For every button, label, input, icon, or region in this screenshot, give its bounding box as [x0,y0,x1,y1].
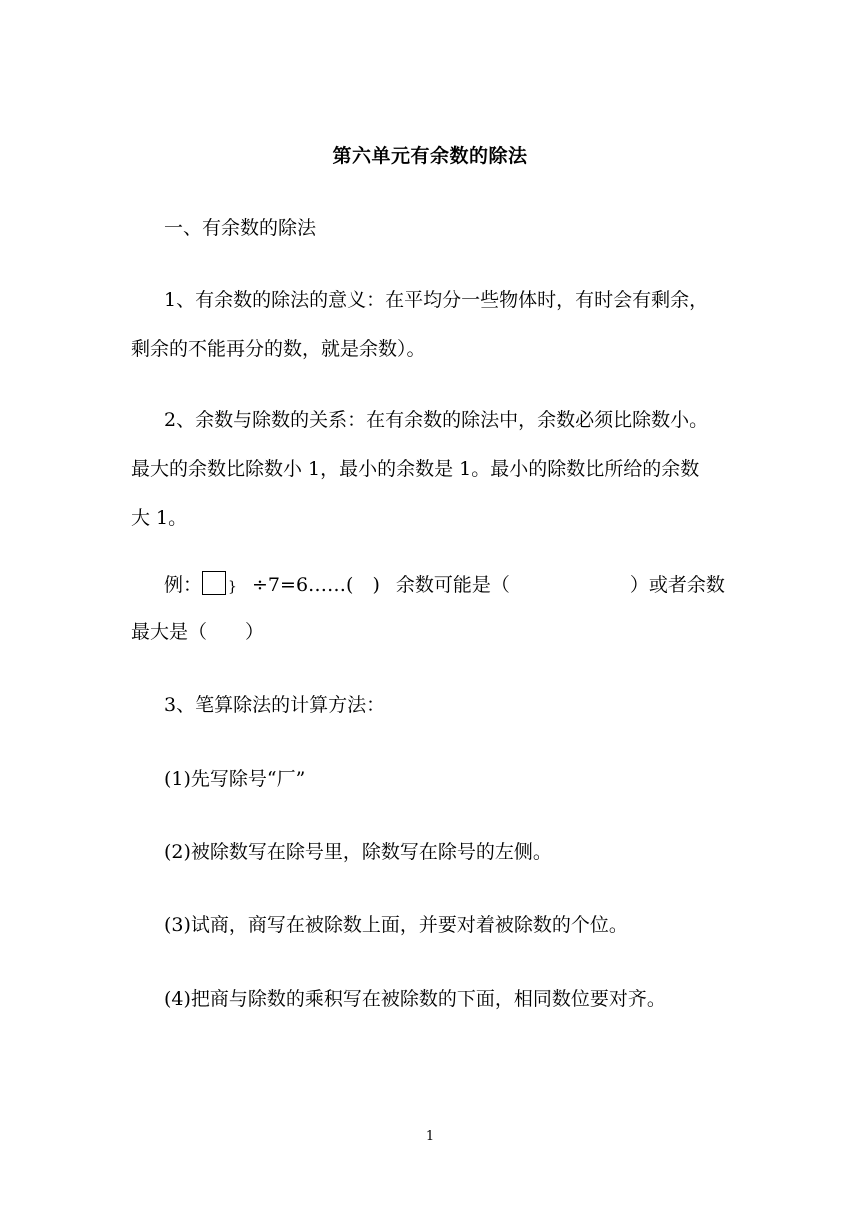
example-line2: 最大是（ ） [131,621,265,643]
page-number: 1 [425,1129,435,1144]
answer-box [202,571,226,595]
point2-line1: 2、余数与除数的关系：在有余数的除法中，余数必须比除数小。 [164,409,709,431]
point3-step1: (1)先写除号“厂” [164,768,306,790]
point1-line2: 剩余的不能再分的数，就是余数）。 [131,338,426,360]
point3-step4: (4)把商与除数的乘积写在被除数的下面，相同数位要对齐。 [164,988,666,1010]
point3-heading: 3、笔算除法的计算方法： [164,694,386,716]
point2-line3: 大 1。 [131,507,188,529]
point3-step3: (3)试商，商写在被除数上面，并要对着被除数的个位。 [164,914,628,936]
point2-line2: 最大的余数比除数小 1，最小的余数是 1。最小的除数比所给的余数 [131,458,700,480]
example-equation: ÷7=6……( ) [252,574,380,596]
example-prefix: 例： [164,574,203,596]
remainder-text-start: 余数可能是（ [395,574,510,596]
example-line1 [164,571,725,601]
section-heading: 一、有余数的除法 [164,217,317,239]
point1-line1: 1、有余数的除法的意义：在平均分一些物体时，有时会有剩余， [164,289,709,311]
point3-step2: (2)被除数写在除号里，除数写在除号的左侧。 [164,841,552,863]
box-tail: } [228,579,237,595]
remainder-text-end: ）或者余数 [629,574,725,596]
document-title: 第六单元有余数的除法 [332,145,528,167]
